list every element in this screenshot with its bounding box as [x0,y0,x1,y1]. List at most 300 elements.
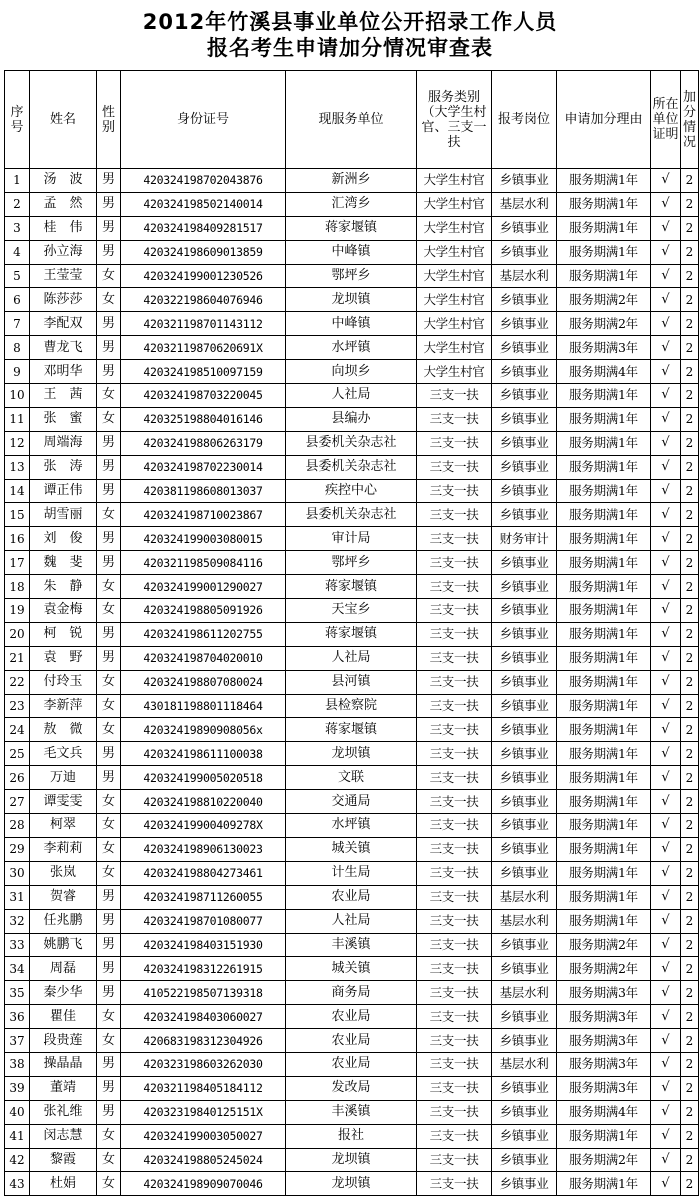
cell-gender: 女 [97,288,121,312]
cell-seq: 43 [5,1172,30,1196]
table-row [5,192,699,216]
cell-bonus: 2 [681,837,699,861]
cell-name: 杜娟 [30,1172,97,1196]
cell-bonus: 2 [681,169,699,193]
cell-unit: 龙坝镇 [286,288,417,312]
cell-proof-check: √ [651,861,681,885]
cell-post: 乡镇事业 [492,288,557,312]
cell-post: 乡镇事业 [492,766,557,790]
cell-unit: 中峰镇 [286,312,417,336]
cell-proof-check: √ [651,455,681,479]
cell-post: 乡镇事业 [492,360,557,384]
cell-name: 李配双 [30,312,97,336]
cell-post: 乡镇事业 [492,718,557,742]
cell-gender: 男 [97,766,121,790]
cell-reason: 服务期满1年 [557,909,651,933]
cell-id-number: 420324198502140014 [121,192,286,216]
cell-name: 李莉莉 [30,837,97,861]
cell-service-type: 三支一扶 [417,1172,492,1196]
cell-proof-check: √ [651,503,681,527]
cell-reason: 服务期满1年 [557,1172,651,1196]
cell-post: 乡镇事业 [492,551,557,575]
cell-reason: 服务期满2年 [557,312,651,336]
cell-bonus: 2 [681,885,699,909]
cell-post: 乡镇事业 [492,455,557,479]
cell-reason: 服务期满1年 [557,885,651,909]
cell-unit: 丰溪镇 [286,933,417,957]
cell-reason: 服务期满1年 [557,169,651,193]
cell-service-type: 三支一扶 [417,1052,492,1076]
cell-seq: 5 [5,264,30,288]
cell-proof-check: √ [651,527,681,551]
table-row [5,981,699,1005]
cell-id-number: 420321198405184112 [121,1076,286,1100]
cell-service-type: 三支一扶 [417,837,492,861]
cell-name: 王莹莹 [30,264,97,288]
header-post: 报考岗位 [492,71,557,169]
cell-service-type: 三支一扶 [417,766,492,790]
table-row [5,1172,699,1196]
cell-unit: 城关镇 [286,837,417,861]
cell-seq: 29 [5,837,30,861]
cell-bonus: 2 [681,503,699,527]
cell-name: 魏 斐 [30,551,97,575]
cell-service-type: 三支一扶 [417,384,492,408]
header-proof: 所在单位证明 [651,71,681,169]
cell-proof-check: √ [651,264,681,288]
cell-service-type: 三支一扶 [417,1100,492,1124]
cell-name: 周磊 [30,957,97,981]
cell-reason: 服务期满4年 [557,360,651,384]
table-row [5,169,699,193]
cell-name: 周端海 [30,431,97,455]
cell-unit: 文联 [286,766,417,790]
cell-bonus: 2 [681,1100,699,1124]
cell-reason: 服务期满1年 [557,503,651,527]
table-row [5,455,699,479]
cell-service-type: 三支一扶 [417,599,492,623]
cell-seq: 11 [5,407,30,431]
cell-reason: 服务期满1年 [557,837,651,861]
cell-post: 乡镇事业 [492,814,557,838]
cell-bonus: 2 [681,192,699,216]
cell-id-number: 420324199005020518 [121,766,286,790]
cell-service-type: 三支一扶 [417,551,492,575]
cell-bonus: 2 [681,407,699,431]
cell-proof-check: √ [651,384,681,408]
table-row [5,885,699,909]
cell-post: 乡镇事业 [492,742,557,766]
cell-post: 乡镇事业 [492,670,557,694]
cell-name: 付玲玉 [30,670,97,694]
cell-gender: 女 [97,814,121,838]
cell-name: 袁金梅 [30,599,97,623]
cell-bonus: 2 [681,718,699,742]
cell-name: 曹龙飞 [30,336,97,360]
cell-name: 张岚 [30,861,97,885]
cell-proof-check: √ [651,694,681,718]
cell-id-number: 420324199003050027 [121,1124,286,1148]
cell-unit: 水坪镇 [286,336,417,360]
cell-gender: 男 [97,909,121,933]
cell-proof-check: √ [651,1005,681,1029]
cell-id-number: 420324198807080024 [121,670,286,694]
table-row [5,1005,699,1029]
cell-post: 乡镇事业 [492,1148,557,1172]
cell-seq: 36 [5,1005,30,1029]
cell-name: 柯 锐 [30,622,97,646]
cell-bonus: 2 [681,479,699,503]
cell-seq: 23 [5,694,30,718]
cell-seq: 24 [5,718,30,742]
cell-proof-check: √ [651,718,681,742]
cell-id-number: 420324198704020010 [121,646,286,670]
table-row [5,670,699,694]
cell-reason: 服务期满1年 [557,479,651,503]
cell-gender: 男 [97,622,121,646]
cell-gender: 男 [97,240,121,264]
cell-service-type: 三支一扶 [417,1148,492,1172]
cell-proof-check: √ [651,575,681,599]
cell-post: 乡镇事业 [492,1005,557,1029]
cell-seq: 38 [5,1052,30,1076]
cell-reason: 服务期满1年 [557,814,651,838]
cell-proof-check: √ [651,646,681,670]
title-line-2: 报名考生申请加分情况审查表 [207,36,493,60]
cell-post: 基层水利 [492,885,557,909]
cell-id-number: 42032119870620691X [121,336,286,360]
cell-service-type: 三支一扶 [417,455,492,479]
cell-reason: 服务期满1年 [557,766,651,790]
cell-name: 胡雪丽 [30,503,97,527]
table-header-row [5,71,699,169]
cell-service-type: 三支一扶 [417,431,492,455]
cell-seq: 19 [5,599,30,623]
cell-reason: 服务期满2年 [557,957,651,981]
cell-proof-check: √ [651,837,681,861]
cell-service-type: 大学生村官 [417,312,492,336]
cell-proof-check: √ [651,814,681,838]
cell-proof-check: √ [651,312,681,336]
cell-reason: 服务期满1年 [557,216,651,240]
cell-post: 乡镇事业 [492,312,557,336]
cell-post: 乡镇事业 [492,1076,557,1100]
cell-name: 孟 然 [30,192,97,216]
cell-seq: 18 [5,575,30,599]
cell-seq: 4 [5,240,30,264]
header-name: 姓名 [30,71,97,169]
cell-name: 贺睿 [30,885,97,909]
cell-name: 董靖 [30,1076,97,1100]
cell-bonus: 2 [681,861,699,885]
cell-unit: 蒋家堰镇 [286,718,417,742]
cell-proof-check: √ [651,479,681,503]
cell-gender: 女 [97,670,121,694]
cell-post: 基层水利 [492,192,557,216]
table-row [5,216,699,240]
cell-bonus: 2 [681,455,699,479]
cell-id-number: 420324199003080015 [121,527,286,551]
cell-unit: 龙坝镇 [286,742,417,766]
cell-id-number: 420324198810220040 [121,790,286,814]
cell-name: 操晶晶 [30,1052,97,1076]
cell-post: 乡镇事业 [492,384,557,408]
cell-name: 王 茜 [30,384,97,408]
cell-id-number: 420324198711260055 [121,885,286,909]
cell-gender: 男 [97,192,121,216]
cell-reason: 服务期满1年 [557,646,651,670]
cell-unit: 县委机关杂志社 [286,455,417,479]
cell-gender: 男 [97,312,121,336]
cell-id-number: 420381198608013037 [121,479,286,503]
header-type: 服务类别（大学生村官、三支一扶 [417,71,492,169]
cell-reason: 服务期满1年 [557,742,651,766]
cell-unit: 城关镇 [286,957,417,981]
table-row [5,479,699,503]
cell-gender: 女 [97,1124,121,1148]
cell-unit: 县检察院 [286,694,417,718]
cell-name: 邓明华 [30,360,97,384]
cell-bonus: 2 [681,288,699,312]
cell-service-type: 大学生村官 [417,169,492,193]
table-row [5,837,699,861]
cell-proof-check: √ [651,1076,681,1100]
cell-gender: 男 [97,360,121,384]
cell-id-number: 420324198510097159 [121,360,286,384]
cell-proof-check: √ [651,169,681,193]
cell-post: 乡镇事业 [492,169,557,193]
header-seq: 序号 [5,71,30,169]
cell-service-type: 大学生村官 [417,192,492,216]
cell-name: 柯翠 [30,814,97,838]
cell-gender: 女 [97,1029,121,1053]
table-row [5,694,699,718]
cell-service-type: 三支一扶 [417,694,492,718]
cell-service-type: 大学生村官 [417,264,492,288]
cell-proof-check: √ [651,407,681,431]
cell-id-number: 420324198701080077 [121,909,286,933]
cell-service-type: 三支一扶 [417,814,492,838]
cell-seq: 31 [5,885,30,909]
cell-unit: 新洲乡 [286,169,417,193]
cell-post: 乡镇事业 [492,1029,557,1053]
cell-bonus: 2 [681,575,699,599]
cell-name: 陈莎莎 [30,288,97,312]
cell-unit: 疾控中心 [286,479,417,503]
cell-bonus: 2 [681,622,699,646]
cell-name: 桂 伟 [30,216,97,240]
cell-service-type: 三支一扶 [417,933,492,957]
cell-unit: 蒋家堰镇 [286,622,417,646]
cell-name: 张 涛 [30,455,97,479]
cell-seq: 22 [5,670,30,694]
cell-post: 乡镇事业 [492,957,557,981]
cell-bonus: 2 [681,814,699,838]
cell-bonus: 2 [681,1076,699,1100]
table-row [5,288,699,312]
table-row [5,407,699,431]
cell-proof-check: √ [651,1148,681,1172]
cell-gender: 男 [97,1052,121,1076]
cell-reason: 服务期满1年 [557,718,651,742]
cell-gender: 男 [97,551,121,575]
cell-proof-check: √ [651,216,681,240]
cell-proof-check: √ [651,336,681,360]
cell-bonus: 2 [681,431,699,455]
table-row [5,957,699,981]
table-row [5,1148,699,1172]
cell-bonus: 2 [681,1172,699,1196]
table-row [5,360,699,384]
cell-service-type: 三支一扶 [417,646,492,670]
cell-post: 乡镇事业 [492,1124,557,1148]
cell-bonus: 2 [681,1148,699,1172]
table-row [5,503,699,527]
cell-unit: 水坪镇 [286,814,417,838]
cell-seq: 35 [5,981,30,1005]
cell-seq: 34 [5,957,30,981]
cell-service-type: 三支一扶 [417,861,492,885]
cell-reason: 服务期满1年 [557,551,651,575]
cell-service-type: 三支一扶 [417,742,492,766]
cell-id-number: 420324198609013859 [121,240,286,264]
cell-bonus: 2 [681,384,699,408]
cell-seq: 9 [5,360,30,384]
cell-id-number: 420324198806263179 [121,431,286,455]
cell-service-type: 三支一扶 [417,718,492,742]
cell-reason: 服务期满2年 [557,288,651,312]
cell-name: 毛文兵 [30,742,97,766]
cell-reason: 服务期满1年 [557,431,651,455]
cell-proof-check: √ [651,933,681,957]
cell-unit: 报社 [286,1124,417,1148]
cell-unit: 鄂坪乡 [286,551,417,575]
cell-seq: 42 [5,1148,30,1172]
cell-seq: 15 [5,503,30,527]
table-row [5,336,699,360]
cell-post: 乡镇事业 [492,646,557,670]
cell-seq: 2 [5,192,30,216]
cell-unit: 龙坝镇 [286,1148,417,1172]
cell-unit: 农业局 [286,1029,417,1053]
cell-reason: 服务期满1年 [557,861,651,885]
table-row [5,264,699,288]
cell-gender: 女 [97,790,121,814]
table-row [5,1052,699,1076]
cell-bonus: 2 [681,1005,699,1029]
cell-unit: 发改局 [286,1076,417,1100]
cell-post: 基层水利 [492,264,557,288]
table-row [5,599,699,623]
cell-reason: 服务期满1年 [557,384,651,408]
cell-id-number: 420324198805091926 [121,599,286,623]
cell-reason: 服务期满3年 [557,1005,651,1029]
cell-unit: 审计局 [286,527,417,551]
cell-id-number: 420324198611100038 [121,742,286,766]
cell-bonus: 2 [681,981,699,1005]
cell-name: 瞿佳 [30,1005,97,1029]
cell-unit: 农业局 [286,885,417,909]
cell-gender: 女 [97,407,121,431]
header-unit: 现服务单位 [286,71,417,169]
cell-bonus: 2 [681,216,699,240]
cell-gender: 男 [97,742,121,766]
cell-service-type: 大学生村官 [417,288,492,312]
cell-bonus: 2 [681,742,699,766]
cell-unit: 交通局 [286,790,417,814]
cell-reason: 服务期满3年 [557,1029,651,1053]
cell-proof-check: √ [651,790,681,814]
cell-post: 乡镇事业 [492,575,557,599]
cell-gender: 女 [97,837,121,861]
cell-id-number: 420324198403060027 [121,1005,286,1029]
cell-service-type: 大学生村官 [417,336,492,360]
cell-id-number: 420324198909070046 [121,1172,286,1196]
cell-seq: 1 [5,169,30,193]
cell-seq: 21 [5,646,30,670]
cell-gender: 女 [97,861,121,885]
cell-unit: 汇湾乡 [286,192,417,216]
table-row [5,384,699,408]
cell-proof-check: √ [651,981,681,1005]
cell-service-type: 三支一扶 [417,670,492,694]
cell-post: 基层水利 [492,1052,557,1076]
cell-seq: 27 [5,790,30,814]
cell-reason: 服务期满1年 [557,790,651,814]
cell-unit: 农业局 [286,1005,417,1029]
cell-unit: 丰溪镇 [286,1100,417,1124]
cell-service-type: 三支一扶 [417,575,492,599]
cell-name: 孙立海 [30,240,97,264]
cell-proof-check: √ [651,1029,681,1053]
applicant-bonus-table [4,70,699,1196]
cell-id-number: 420324198403151930 [121,933,286,957]
cell-bonus: 2 [681,599,699,623]
cell-id-number: 420324198703220045 [121,384,286,408]
table-row [5,646,699,670]
cell-service-type: 三支一扶 [417,1076,492,1100]
cell-id-number: 420324199001290027 [121,575,286,599]
table-row [5,1029,699,1053]
cell-seq: 28 [5,814,30,838]
cell-reason: 服务期满1年 [557,599,651,623]
cell-bonus: 2 [681,1029,699,1053]
cell-service-type: 三支一扶 [417,407,492,431]
cell-post: 乡镇事业 [492,622,557,646]
cell-unit: 计生局 [286,861,417,885]
cell-service-type: 三支一扶 [417,479,492,503]
cell-bonus: 2 [681,1052,699,1076]
header-bonus: 加分情况 [681,71,699,169]
cell-bonus: 2 [681,264,699,288]
cell-reason: 服务期满1年 [557,192,651,216]
cell-gender: 男 [97,981,121,1005]
table-body [5,169,699,1196]
cell-service-type: 三支一扶 [417,503,492,527]
cell-unit: 县编办 [286,407,417,431]
cell-name: 汤 波 [30,169,97,193]
cell-post: 乡镇事业 [492,479,557,503]
cell-unit: 人社局 [286,384,417,408]
cell-name: 袁 野 [30,646,97,670]
cell-id-number: 430181198801118464 [121,694,286,718]
cell-proof-check: √ [651,1100,681,1124]
cell-gender: 男 [97,1100,121,1124]
cell-post: 财务审计 [492,527,557,551]
cell-reason: 服务期满2年 [557,933,651,957]
cell-seq: 14 [5,479,30,503]
cell-seq: 33 [5,933,30,957]
